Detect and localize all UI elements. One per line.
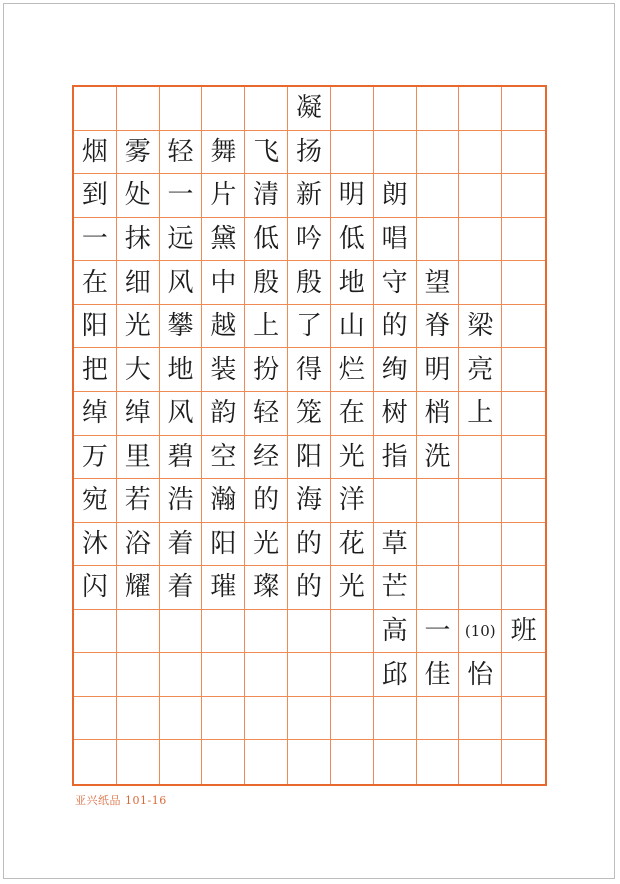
grid-cell-empty xyxy=(331,610,374,654)
grid-cell-empty xyxy=(74,740,117,784)
grid-cell-character: 山 xyxy=(331,305,374,349)
grid-cell-character: 邱 xyxy=(374,653,417,697)
grid-cell-empty xyxy=(417,523,460,567)
grid-cell-character: 璨 xyxy=(245,566,288,610)
grid-cell-character: 的 xyxy=(288,523,331,567)
grid-cell-character: 瀚 xyxy=(202,479,245,523)
grid-cell-character: 阳 xyxy=(202,523,245,567)
grid-cell-character: 明 xyxy=(417,348,460,392)
grid-cell-character: 绚 xyxy=(374,348,417,392)
grid-cell-character: 洋 xyxy=(331,479,374,523)
grid-cell-empty xyxy=(502,305,545,349)
grid-cell-empty xyxy=(117,697,160,741)
grid-cell-empty xyxy=(417,174,460,218)
grid-cell-character: 朗 xyxy=(374,174,417,218)
grid-cell-empty xyxy=(459,131,502,175)
grid-cell-empty xyxy=(502,697,545,741)
grid-cell-character: 韵 xyxy=(202,392,245,436)
grid-cell-character: 阳 xyxy=(288,436,331,480)
grid-cell-character: 沐 xyxy=(74,523,117,567)
grid-cell-empty xyxy=(245,740,288,784)
grid-cell-character: 飞 xyxy=(245,131,288,175)
grid-cell-character: (10) xyxy=(459,610,502,654)
grid-cell-character: 空 xyxy=(202,436,245,480)
grid-cell-character: 班 xyxy=(502,610,545,654)
grid-cell-character: 阳 xyxy=(74,305,117,349)
grid-cell-empty xyxy=(459,566,502,610)
grid-cell-character: 经 xyxy=(245,436,288,480)
grid-cell-character: 新 xyxy=(288,174,331,218)
grid-cell-character: 碧 xyxy=(160,436,203,480)
grid-cell-character: 草 xyxy=(374,523,417,567)
grid-cell-character: 明 xyxy=(331,174,374,218)
grid-cell-character: 了 xyxy=(288,305,331,349)
grid-cell-character: 光 xyxy=(117,305,160,349)
grid-cell-character: 中 xyxy=(202,261,245,305)
grid-cell-empty xyxy=(160,610,203,654)
grid-cell-character: 若 xyxy=(117,479,160,523)
grid-cell-empty xyxy=(245,87,288,131)
grid-cell-empty xyxy=(288,610,331,654)
grid-cell-empty xyxy=(502,261,545,305)
grid-cell-character: 怡 xyxy=(459,653,502,697)
grid-cell-character: 树 xyxy=(374,392,417,436)
grid-cell-character: 在 xyxy=(331,392,374,436)
grid-cell-empty xyxy=(459,697,502,741)
grid-cell-empty xyxy=(374,131,417,175)
grid-cell-empty xyxy=(502,479,545,523)
grid-cell-character: 的 xyxy=(245,479,288,523)
grid-cell-character: 宛 xyxy=(74,479,117,523)
grid-cell-empty xyxy=(202,87,245,131)
grid-cell-empty xyxy=(417,566,460,610)
grid-cell-character: 到 xyxy=(74,174,117,218)
grid-cell-character: 佳 xyxy=(417,653,460,697)
grid-cell-empty xyxy=(117,740,160,784)
grid-cell-empty xyxy=(117,610,160,654)
grid-cell-empty xyxy=(74,697,117,741)
grid-cell-character: 殷 xyxy=(288,261,331,305)
grid-cell-empty xyxy=(459,523,502,567)
grid-cell-character: 凝 xyxy=(288,87,331,131)
grid-cell-character: 烂 xyxy=(331,348,374,392)
grid-cell-character: 低 xyxy=(245,218,288,262)
grid-cell-empty xyxy=(374,697,417,741)
grid-cell-empty xyxy=(74,610,117,654)
grid-cell-character: 殷 xyxy=(245,261,288,305)
paper-brand-label: 亚兴纸品 101-16 xyxy=(75,794,167,807)
grid-cell-character: 轻 xyxy=(160,131,203,175)
grid-cell-character: 光 xyxy=(331,436,374,480)
grid-cell-character: 扮 xyxy=(245,348,288,392)
grid-cell-character: 高 xyxy=(374,610,417,654)
grid-cell-character: 装 xyxy=(202,348,245,392)
grid-cell-character: 梢 xyxy=(417,392,460,436)
grid-cell-character: 得 xyxy=(288,348,331,392)
grid-cell-character: 大 xyxy=(117,348,160,392)
grid-cell-empty xyxy=(374,740,417,784)
grid-cell-character: 一 xyxy=(417,610,460,654)
grid-cell-empty xyxy=(202,697,245,741)
grid-cell-character: 一 xyxy=(74,218,117,262)
grid-cell-character: 低 xyxy=(331,218,374,262)
grid-cell-empty xyxy=(502,653,545,697)
grid-cell-empty xyxy=(202,610,245,654)
grid-cell-empty xyxy=(502,436,545,480)
grid-cell-empty xyxy=(417,218,460,262)
grid-cell-character: 远 xyxy=(160,218,203,262)
grid-cell-character: 上 xyxy=(245,305,288,349)
grid-cell-empty xyxy=(331,87,374,131)
grid-cell-character: 浩 xyxy=(160,479,203,523)
grid-cell-empty xyxy=(288,653,331,697)
grid-cell-empty xyxy=(374,87,417,131)
grid-cell-character: 绰 xyxy=(117,392,160,436)
grid-cell-character: 的 xyxy=(288,566,331,610)
grid-cell-character: 绰 xyxy=(74,392,117,436)
grid-cell-character: 风 xyxy=(160,392,203,436)
grid-cell-character: 闪 xyxy=(74,566,117,610)
grid-cell-character: 芒 xyxy=(374,566,417,610)
grid-cell-empty xyxy=(502,523,545,567)
grid-cell-character: 耀 xyxy=(117,566,160,610)
grid-cell-empty xyxy=(74,87,117,131)
grid-cell-character: 笼 xyxy=(288,392,331,436)
grid-cell-character: 攀 xyxy=(160,305,203,349)
grid-cell-empty xyxy=(459,436,502,480)
grid-cell-empty xyxy=(502,348,545,392)
grid-cell-character: 守 xyxy=(374,261,417,305)
grid-cell-empty xyxy=(417,479,460,523)
grid-cell-character: 黛 xyxy=(202,218,245,262)
grid-cell-empty xyxy=(331,131,374,175)
grid-cell-character: 望 xyxy=(417,261,460,305)
grid-cell-empty xyxy=(502,218,545,262)
grid-cell-character: 洗 xyxy=(417,436,460,480)
grid-cell-character: 抹 xyxy=(117,218,160,262)
grid-cell-empty xyxy=(459,174,502,218)
grid-cell-character: 亮 xyxy=(459,348,502,392)
grid-cell-empty xyxy=(502,740,545,784)
grid-cell-empty xyxy=(117,653,160,697)
grid-cell-empty xyxy=(288,697,331,741)
grid-cell-character: 光 xyxy=(331,566,374,610)
grid-cell-character: 花 xyxy=(331,523,374,567)
grid-cell-empty xyxy=(331,697,374,741)
grid-cell-empty xyxy=(502,87,545,131)
grid-cell-character: 海 xyxy=(288,479,331,523)
grid-cell-character: 璀 xyxy=(202,566,245,610)
grid-cell-character: 舞 xyxy=(202,131,245,175)
grid-cell-character: 烟 xyxy=(74,131,117,175)
grid-cell-empty xyxy=(459,740,502,784)
grid-cell-empty xyxy=(459,479,502,523)
grid-cell-character: 着 xyxy=(160,566,203,610)
grid-cell-empty xyxy=(160,653,203,697)
grid-cell-empty xyxy=(331,653,374,697)
grid-cell-empty xyxy=(417,697,460,741)
grid-cell-character: 把 xyxy=(74,348,117,392)
writing-grid xyxy=(72,85,547,786)
grid-cell-character: 吟 xyxy=(288,218,331,262)
grid-cell-empty xyxy=(374,479,417,523)
grid-cell-empty xyxy=(288,740,331,784)
grid-cell-character: 浴 xyxy=(117,523,160,567)
grid-cell-empty xyxy=(502,131,545,175)
grid-cell-character: 处 xyxy=(117,174,160,218)
grid-cell-character: 地 xyxy=(331,261,374,305)
grid-cell-empty xyxy=(417,131,460,175)
grid-cell-character: 万 xyxy=(74,436,117,480)
grid-cell-character: 一 xyxy=(160,174,203,218)
grid-cell-empty xyxy=(160,87,203,131)
grid-cell-empty xyxy=(245,610,288,654)
grid-cell-character: 里 xyxy=(117,436,160,480)
grid-cell-character: 梁 xyxy=(459,305,502,349)
grid-cell-character: 唱 xyxy=(374,218,417,262)
grid-cell-empty xyxy=(502,174,545,218)
grid-cell-empty xyxy=(417,87,460,131)
grid-cell-character: 光 xyxy=(245,523,288,567)
grid-cell-character: 越 xyxy=(202,305,245,349)
grid-cell-empty xyxy=(417,740,460,784)
grid-cell-character: 片 xyxy=(202,174,245,218)
grid-cell-empty xyxy=(160,697,203,741)
grid-cell-empty xyxy=(202,653,245,697)
grid-cell-character: 指 xyxy=(374,436,417,480)
grid-cell-empty xyxy=(245,653,288,697)
grid-cell-empty xyxy=(459,218,502,262)
grid-cell-empty xyxy=(202,740,245,784)
grid-cell-empty xyxy=(160,740,203,784)
grid-cell-empty xyxy=(245,697,288,741)
grid-cell-empty xyxy=(459,87,502,131)
grid-cell-character: 着 xyxy=(160,523,203,567)
grid-cell-character: 的 xyxy=(374,305,417,349)
grid-cell-character: 地 xyxy=(160,348,203,392)
grid-cell-character: 上 xyxy=(459,392,502,436)
grid-cell-character: 轻 xyxy=(245,392,288,436)
grid-cell-character: 扬 xyxy=(288,131,331,175)
grid-cell-character: 细 xyxy=(117,261,160,305)
grid-cell-character: 雾 xyxy=(117,131,160,175)
grid-cell-empty xyxy=(117,87,160,131)
grid-cell-empty xyxy=(459,261,502,305)
grid-cell-character: 风 xyxy=(160,261,203,305)
grid-cell-empty xyxy=(502,392,545,436)
grid-cell-character: 在 xyxy=(74,261,117,305)
grid-cell-empty xyxy=(74,653,117,697)
grid-cell-empty xyxy=(502,566,545,610)
grid-cell-character: 脊 xyxy=(417,305,460,349)
grid-cell-empty xyxy=(331,740,374,784)
grid-cell-character: 清 xyxy=(245,174,288,218)
